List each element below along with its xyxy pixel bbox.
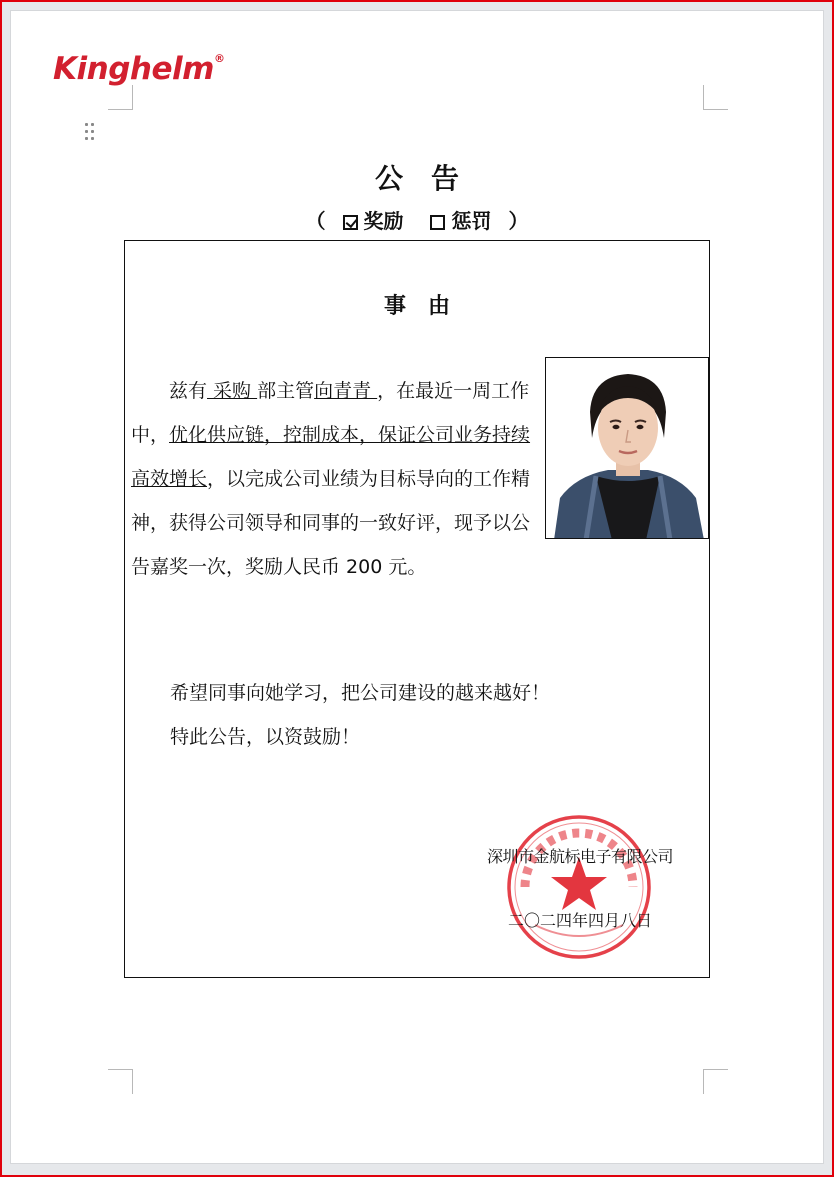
- issue-date: 二〇二四年四月八日: [508, 911, 653, 930]
- company-name: 深圳市金航标电子有限公司: [487, 847, 674, 866]
- employee-name-field: 向青青: [314, 380, 378, 402]
- company-seal-icon: [505, 813, 653, 961]
- margin-corner-top-right: [703, 85, 728, 110]
- achievement-field: 优化供应链，控制成本，保证公司业务持续高效增长: [131, 424, 531, 490]
- notice-type-options: （ 奖励 惩罚 ）: [11, 205, 823, 234]
- reason-title: 事由: [383, 293, 472, 319]
- option-punish[interactable]: 惩罚: [430, 205, 491, 234]
- company-logo: Kinghelm®: [53, 51, 225, 87]
- document-page: [11, 11, 823, 1163]
- margin-corner-bottom-right: [703, 1069, 728, 1094]
- drag-handle-icon[interactable]: [83, 121, 97, 143]
- closing-text: 希望同事向她学习，把公司建设的越来越好！ 特此公告，以资鼓励！: [170, 682, 551, 748]
- department-field: 采购: [207, 380, 258, 402]
- option-reward[interactable]: 奖励: [343, 205, 404, 234]
- reason-panel: [124, 240, 710, 978]
- checkbox-unchecked-icon[interactable]: [430, 215, 445, 230]
- margin-corner-bottom-left: [108, 1069, 133, 1094]
- margin-corner-top-left: [108, 85, 133, 110]
- reason-paragraph: 兹有 采购 部主管向青青 ，在最近一周工作中，优化供应链，控制成本，保证公司业务持续高效增长，以完成公司业绩为目标导向的工作精神，获得公司领导和同事的一致好评，现予以公告嘉奖一次，奖励人民币 200 元。: [131, 380, 531, 578]
- notice-title: 公告: [374, 162, 487, 195]
- employee-photo: [545, 357, 709, 539]
- checkbox-checked-icon[interactable]: [343, 215, 358, 230]
